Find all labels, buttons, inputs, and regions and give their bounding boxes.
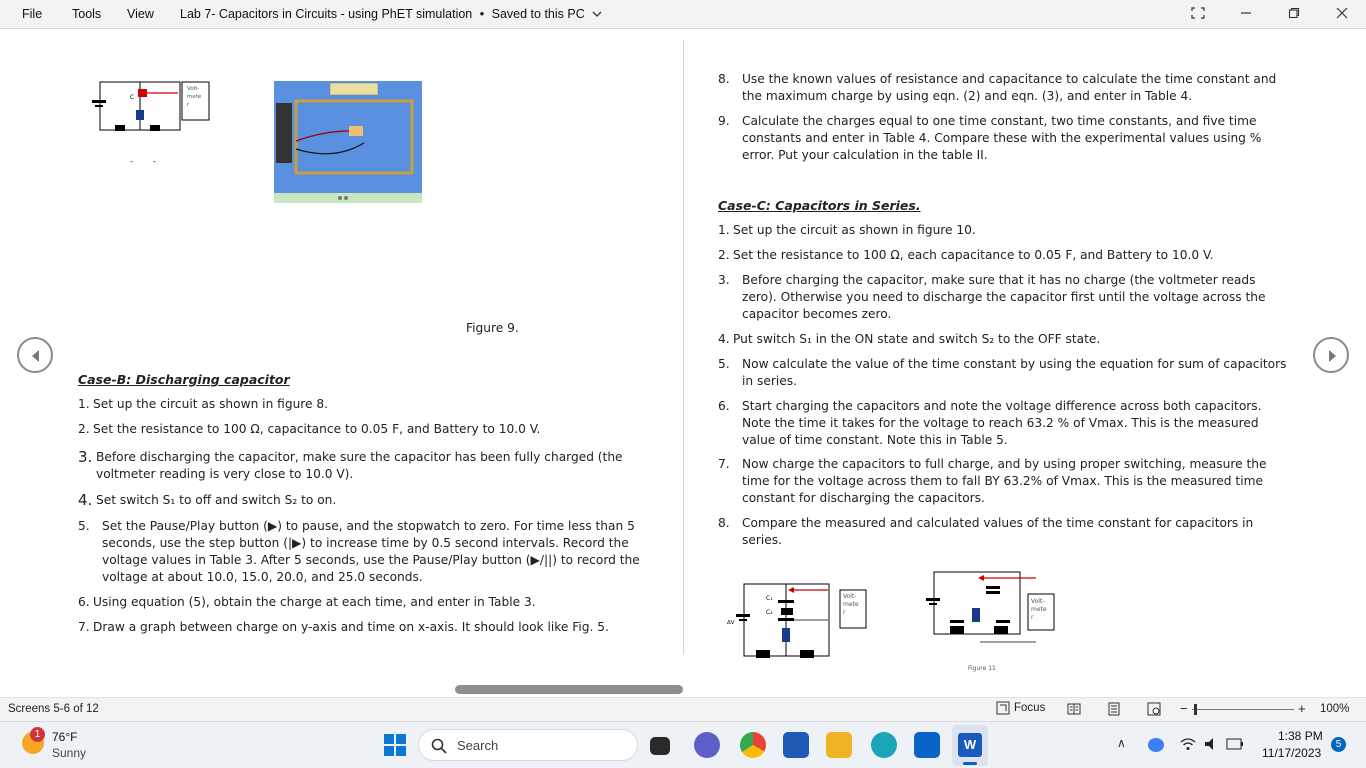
print-layout-icon [1107,702,1121,716]
focus-label: Focus [1014,702,1046,714]
zoom-out-button[interactable]: − [1180,701,1188,716]
document-name: Lab 7- Capacitors in Circuits - using PhET simulation [180,7,473,21]
circuit-figure-8 [90,78,215,168]
list-item: 7. Now charge the capacitors to full charge, and by using proper switching, measure the time for the voltage across them to fall BY 63.2% of Vmax. This is the measured time constant for discharging the capacitors. [718,457,1267,505]
title-separator: • [479,7,485,21]
list-item: 3. Before charging the capacitor, make sure that it has no charge (the voltmeter reads zero). Otherwise you need to discharge the capacitor first until the voltage across the capacitor becomes zero. [718,273,1266,321]
menu-view[interactable]: View [127,7,154,21]
list-item: 3. Before discharging the capacitor, make sure the capacitor has been fully charged (the voltmeter reading is very close to 10.0 V). [78,448,623,481]
title-bar [0,0,1366,29]
list-item: 8. Compare the measured and calculated values of the time constant for capacitors in series. [718,516,1254,547]
fullscreen-icon [1191,7,1205,19]
word-icon: W [958,733,982,757]
list-item: 1. Set up the circuit as shown in figure 10. [718,223,976,237]
list-item: 4. Put switch S₁ in the ON state and switch S₂ to the OFF state. [718,332,1101,346]
zoom-level[interactable]: 100% [1320,703,1350,715]
svg-text:-: - [153,157,156,166]
phet-simulation-image [274,81,422,203]
weather-badge: 1 [30,727,45,742]
circuit-figure-10 [726,580,871,676]
read-mode-icon [1067,702,1081,716]
svg-text:-: - [130,157,133,166]
list-item: 6. Using equation (5), obtain the charge at each time, and enter in Table 3. [78,595,536,609]
search-input[interactable] [418,729,638,761]
fullscreen-button[interactable] [1184,4,1212,24]
c2-label: C₂ [766,609,773,616]
print-layout-button[interactable] [1107,702,1121,719]
document-title[interactable] [180,7,602,21]
list-item: 4. Set switch S₁ to off and switch S₂ to on. [78,491,337,509]
svg-text:Volt-: Volt- [1031,598,1045,605]
list-item: 5. Now calculate the value of the time constant by using the equation for sum of capacitors in series. [718,357,1287,388]
close-icon [1336,7,1348,19]
search-icon [431,738,447,754]
clock-date[interactable]: 11/17/2023 [1262,746,1322,760]
list-item: 2. Set the resistance to 100 Ω, each capacitance to 0.05 F, and Battery to 10.0 V. [718,248,1214,262]
svg-text:mete: mete [1031,606,1047,613]
list-item: 7. Draw a graph between charge on y-axis and time on x-axis. It should look like Fig. 5. [78,620,609,634]
svg-text:Volt-: Volt- [187,86,200,92]
search-placeholder: Search [457,738,499,753]
read-mode-button[interactable] [1067,702,1081,719]
screen-count: Screens 5-6 of 12 [8,703,99,715]
onedrive-icon[interactable] [1148,738,1164,752]
word-taskbar-button[interactable] [952,725,988,766]
zoom-slider[interactable] [1192,709,1294,710]
case-c-heading: Case-C: Capacitors in Series. [718,198,921,213]
chevron-right-icon [1324,348,1340,364]
figure11-caption: Figure 11 [968,665,996,672]
svg-text:r: r [843,609,846,616]
wifi-icon[interactable] [1180,737,1196,751]
teams-chat-icon[interactable] [694,732,720,758]
active-indicator [963,762,977,765]
svg-text:Volt-: Volt- [843,593,857,600]
web-layout-icon [1147,702,1161,716]
zoom-slider-thumb[interactable] [1194,704,1197,715]
battery-icon[interactable] [1226,738,1244,750]
status-bar [0,697,1366,721]
close-button[interactable] [1328,4,1356,24]
menu-file[interactable]: File [22,7,43,21]
start-button[interactable] [384,734,406,756]
focus-button[interactable] [996,701,1045,715]
mail-icon[interactable] [914,732,940,758]
list-item: 9. Calculate the charges equal to one time constant, two time constants, and five time constants and enter in Table 4. Compare these with the experimental values using % error. Put your calculation in the table II. [718,114,1262,162]
list-item: 8. Use the known values of resistance and capacitance to calculate the time constant and the maximum charge by using eqn. (2) and eqn. (3), and enter in Table 4. [718,72,1277,103]
speaker-icon[interactable] [1204,737,1220,751]
clock-time[interactable]: 1:38 PM [1278,729,1323,743]
notification-badge[interactable]: 5 [1331,737,1346,752]
page-divider [683,40,684,655]
task-view-icon[interactable] [650,737,670,755]
list-item: 6. Start charging the capacitors and note the voltage difference across both capacitors. Note the time it takes for the voltage to reach 63.2 % of Vmax. This is the measured value of time constant. Note this in Table 5. [718,399,1262,447]
circuit-figure-11 [920,568,1058,674]
taskbar [0,721,1366,768]
case-b-heading: Case-B: Discharging capacitor [78,372,290,387]
c1-label: C₁ [766,595,773,602]
zoom-in-button[interactable]: + [1298,701,1306,716]
horizontal-scrollbar[interactable] [455,685,683,694]
list-item: 2. Set the resistance to 100 Ω, capacitance to 0.05 F, and Battery to 10.0 V. [78,422,541,436]
web-layout-button[interactable] [1147,702,1161,719]
minimize-icon [1240,7,1252,19]
chevron-left-icon [28,348,44,364]
store-icon[interactable] [783,732,809,758]
weather-temp: 76°F [52,730,78,744]
previous-page-button[interactable] [17,337,53,373]
save-status: Saved to this PC [491,7,585,21]
svg-text:mete: mete [843,601,859,608]
focus-icon [996,701,1010,715]
svg-text:r: r [187,102,190,108]
chevron-down-icon [592,10,602,21]
list-item: 1. Set up the circuit as shown in figure 8. [78,397,329,411]
tray-chevron-up-icon[interactable]: ∧ [1117,736,1126,750]
minimize-button[interactable] [1232,4,1260,24]
delta-v-label: ΔV [727,620,735,626]
menu-tools[interactable]: Tools [72,7,102,21]
svg-text:C: C [130,94,135,101]
restore-icon [1288,7,1300,19]
weather-desc: Sunny [52,746,87,760]
file-explorer-icon[interactable] [826,732,852,758]
windows-icon [384,734,406,756]
restore-button[interactable] [1280,4,1308,24]
figure9-caption: Figure 9. [466,321,519,335]
next-page-button[interactable] [1313,337,1349,373]
svg-text:mete: mete [187,94,202,100]
chrome-icon[interactable] [740,732,766,758]
svg-text:r: r [1031,614,1034,621]
list-item: 5. Set the Pause/Play button (▶) to pause, and the stopwatch to zero. For time less than 5 seconds, use the step button (|▶) to increase time by 0.5 second intervals. Record the voltage values in Table 3. After 5 seconds, use the Pause/Play button (▶/||) to record the voltage at about 10.0, 15.0, 20.0, and 25.0 seconds. [78,519,640,584]
edge-icon[interactable] [871,732,897,758]
